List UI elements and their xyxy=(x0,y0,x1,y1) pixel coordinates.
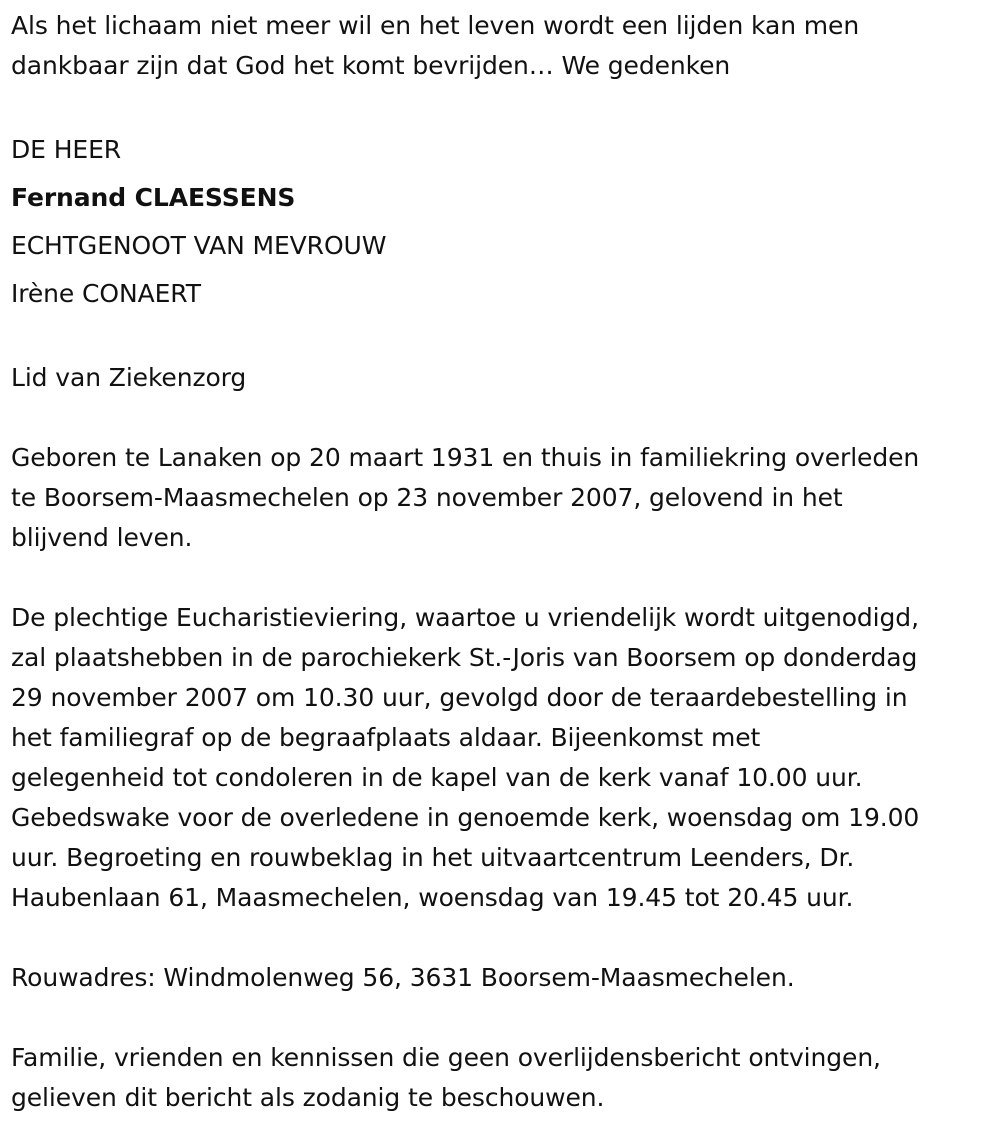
paragraph-line: Familie, vrienden en kennissen die geen overlijdensbericht ontvingen, xyxy=(11,1043,881,1072)
paragraph-line: gelegenheid tot condoleren in de kapel van de kerk vanaf 10.00 uur. xyxy=(11,763,863,792)
ceremony-paragraph xyxy=(11,598,991,918)
honorific: DE HEER xyxy=(11,135,122,164)
birth-death-paragraph xyxy=(11,438,991,558)
paragraph-line: Haubenlaan 61, Maasmechelen, woensdag van 19.45 tot 20.45 uur. xyxy=(11,883,854,912)
paragraph-line: Gebedswake voor de overledene in genoemde kerk, woensdag om 19.00 xyxy=(11,803,920,832)
paragraph-line: te Boorsem-Maasmechelen op 23 november 2007, gelovend in het xyxy=(11,483,843,512)
paragraph-line: blijvend leven. xyxy=(11,523,193,552)
paragraph-line: Geboren te Lanaken op 20 maart 1931 en thuis in familiekring overleden xyxy=(11,443,920,472)
mourning-address: Rouwadres: Windmolenweg 56, 3631 Boorsem-Maasmechelen. xyxy=(11,963,795,992)
paragraph-line: 29 november 2007 om 10.30 uur, gevolgd door de teraardebestelling in xyxy=(11,683,908,712)
membership: Lid van Ziekenzorg xyxy=(11,363,247,392)
deceased-name: Fernand CLAESSENS xyxy=(11,183,296,212)
obituary-document xyxy=(11,6,991,1118)
paragraph-line: gelieven dit bericht als zodanig te beschouwen. xyxy=(11,1083,605,1112)
intro-line: dankbaar zijn dat God het komt bevrijden… We gedenken xyxy=(11,51,731,80)
spouse-name: Irène CONAERT xyxy=(11,279,201,308)
paragraph-line: het familiegraf op de begraafplaats aldaar. Bijeenkomst met xyxy=(11,723,761,752)
paragraph-line: uur. Begroeting en rouwbeklag in het uitvaartcentrum Leenders, Dr. xyxy=(11,843,855,872)
paragraph-line: zal plaatshebben in de parochiekerk St.-Joris van Boorsem op donderdag xyxy=(11,643,918,672)
intro-line: Als het lichaam niet meer wil en het leven wordt een lijden kan men xyxy=(11,11,860,40)
paragraph-line: De plechtige Eucharistieviering, waartoe u vriendelijk wordt uitgenodigd, xyxy=(11,603,919,632)
intro-paragraph xyxy=(11,6,991,86)
name-block xyxy=(11,126,991,318)
spouse-label: ECHTGENOOT VAN MEVROUW xyxy=(11,231,387,260)
notice-paragraph xyxy=(11,1038,991,1118)
